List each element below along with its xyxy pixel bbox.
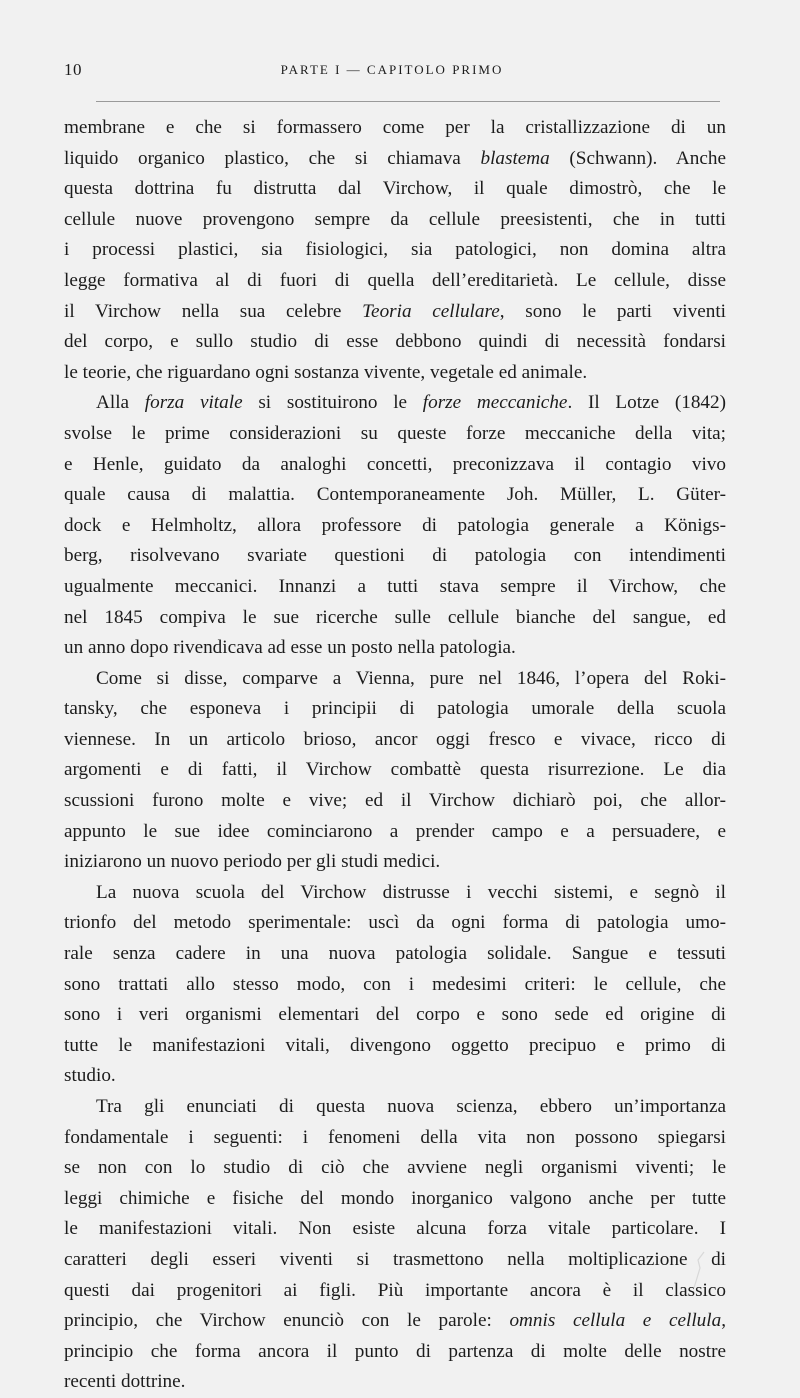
text-line: [64, 603, 726, 634]
text-line: [64, 358, 726, 389]
text-segment: studio.: [64, 1065, 116, 1087]
text-segment: tutte le manifestazioni vitali, divengono oggetto precipuo e primo di: [64, 1034, 726, 1056]
text-segment: berg, risolvevano svariate questioni di patologia con intendimenti: [64, 545, 726, 567]
text-segment: dock e Helmholtz, allora professore di patologia generale a Königs-: [64, 514, 726, 536]
text-segment: svolse le prime considerazioni su queste forze meccaniche della vita;: [64, 422, 726, 444]
text-segment: se non con lo studio di ciò che avviene negli organismi viventi; le: [64, 1157, 726, 1179]
text-line: [64, 878, 726, 909]
text-segment: , sono le parti viventi: [499, 300, 726, 322]
text-segment: il Virchow nella sua celebre: [64, 300, 363, 322]
text-segment: nel 1845 compiva le sue ricerche sulle cellule bianche del sangue, ed: [64, 606, 726, 628]
text-segment: . Il Lotze (1842): [567, 392, 726, 414]
italic-text: omnis cellula e cellula: [509, 1310, 722, 1332]
text-line: [64, 939, 726, 970]
text-segment: quale causa di malattia. Contemporaneamente Joh. Müller, L. Güter-: [64, 484, 726, 506]
text-segment: questa dottrina fu distrutta dal Virchow, il quale dimostrò, che le: [64, 178, 726, 200]
text-segment: si sostituirono le: [242, 392, 423, 414]
text-line: [64, 1306, 726, 1337]
text-segment: appunto le sue idee cominciarono a prender campo e a persuadere, e: [64, 820, 726, 842]
text-line: [64, 755, 726, 786]
text-line: [64, 1000, 726, 1031]
text-segment: iniziarono un nuovo periodo per gli studi medici.: [64, 851, 441, 873]
text-segment: tansky, che esponeva i principii di patologia umorale della scuola: [64, 698, 726, 720]
text-line: [64, 480, 726, 511]
text-line: [64, 1337, 726, 1368]
text-line: [64, 908, 726, 939]
text-segment: Come si disse, comparve a Vienna, pure nel 1846, l’opera del Roki-: [96, 667, 726, 689]
text-segment: sono trattati allo stesso modo, con i medesimi criteri: le cellule, che: [64, 973, 726, 995]
text-line: [64, 1061, 726, 1092]
text-segment: recenti dottrine.: [64, 1371, 186, 1393]
text-segment: liquido organico plastico, che si chiamava: [64, 147, 481, 169]
text-segment: fondamentale i seguenti: i fenomeni della vita non possono spiegarsi: [64, 1126, 726, 1148]
text-line: [64, 511, 726, 542]
body-text: [64, 113, 726, 1398]
text-segment: ,: [721, 1310, 726, 1332]
text-line: [64, 297, 726, 328]
italic-text: forze meccaniche: [422, 392, 568, 414]
text-segment: Alla: [96, 392, 145, 414]
text-segment: trionfo del metodo sperimentale: uscì da ogni forma di patologia umo-: [64, 912, 726, 934]
text-segment: (Schwann). Anche: [549, 147, 727, 169]
text-segment: legge formativa al di fuori di quella dell’ereditarietà. Le cellule, disse: [64, 269, 726, 291]
text-line: [64, 572, 726, 603]
text-line: [64, 1031, 726, 1062]
text-line: [64, 1276, 726, 1307]
text-line: [64, 266, 726, 297]
text-line: [64, 450, 726, 481]
text-line: [64, 847, 726, 878]
text-segment: un anno dopo rivendicava ad esse un posto nella patologia.: [64, 637, 516, 659]
text-segment: questi dai progenitori ai figli. Più importante ancora è il classico: [64, 1279, 726, 1301]
text-segment: caratteri degli esseri viventi si trasmettono nella moltiplicazione di: [64, 1248, 726, 1270]
text-segment: e Henle, guidato da analoghi concetti, preconizzava il contagio vivo: [64, 453, 726, 475]
text-line: [64, 113, 726, 144]
text-line: [64, 970, 726, 1001]
text-segment: argomenti e di fatti, il Virchow combattè questa risurrezione. Le dia: [64, 759, 726, 781]
text-segment: scussioni furono molte e vive; ed il Virchow dichiarò poi, che allor-: [64, 790, 726, 812]
text-segment: del corpo, e sullo studio di esse debbono quindi di necessità fondarsi: [64, 331, 726, 353]
text-segment: rale senza cadere in una nuova patologia solidale. Sangue e tessuti: [64, 943, 726, 965]
text-segment: sono i veri organismi elementari del corpo e sono sede ed origine di: [64, 1004, 726, 1026]
page-number: 10: [64, 60, 82, 79]
text-line: [64, 694, 726, 725]
text-line: [64, 235, 726, 266]
text-line: [64, 1184, 726, 1215]
text-segment: le manifestazioni vitali. Non esiste alcuna forza vitale particolare. I: [64, 1218, 726, 1240]
text-line: [64, 327, 726, 358]
text-segment: La nuova scuola del Virchow distrusse i vecchi sistemi, e segnò il: [96, 881, 726, 903]
text-segment: Tra gli enunciati di questa nuova scienza, ebbero un’importanza: [96, 1096, 726, 1117]
text-segment: principio che forma ancora il punto di partenza di molte delle nostre: [64, 1340, 726, 1362]
text-line: [64, 1123, 726, 1154]
header-rule: [96, 101, 720, 102]
text-segment: membrane e che si formassero come per la cristallizzazione di un: [64, 117, 726, 138]
paper-fold-mark: [692, 1250, 706, 1290]
text-segment: viennese. In un articolo brioso, ancor oggi fresco e vivace, ricco di: [64, 728, 726, 750]
italic-text: blastema: [480, 147, 550, 169]
text-line: [64, 817, 726, 848]
page-header: [64, 60, 720, 84]
text-line: [64, 786, 726, 817]
text-line: [64, 205, 726, 236]
text-line: [64, 388, 726, 419]
text-line: [64, 1153, 726, 1184]
running-head: PARTE I — CAPITOLO PRIMO: [280, 62, 504, 77]
text-line: [64, 541, 726, 572]
text-segment: cellule nuove provengono sempre da cellule preesistenti, che in tutti: [64, 208, 726, 230]
text-segment: i processi plastici, sia fisiologici, sia patologici, non domina altra: [64, 239, 726, 261]
text-segment: principio, che Virchow enunciò con le parole:: [64, 1310, 510, 1332]
text-segment: leggi chimiche e fisiche del mondo inorganico valgono anche per tutte: [64, 1187, 726, 1209]
text-segment: ugualmente meccanici. Innanzi a tutti stava sempre il Virchow, che: [64, 575, 726, 597]
italic-text: forza vitale: [144, 392, 243, 414]
text-segment: le teorie, che riguardano ogni sostanza vivente, vegetale ed animale.: [64, 361, 588, 383]
text-line: [64, 1367, 726, 1398]
text-line: [64, 633, 726, 664]
text-line: [64, 1214, 726, 1245]
text-line: [64, 144, 726, 175]
text-line: [64, 664, 726, 695]
text-line: [64, 1092, 726, 1123]
text-line: [64, 725, 726, 756]
text-line: [64, 174, 726, 205]
italic-text: Teoria cellulare: [362, 300, 500, 322]
text-line: [64, 419, 726, 450]
text-line: [64, 1245, 726, 1276]
